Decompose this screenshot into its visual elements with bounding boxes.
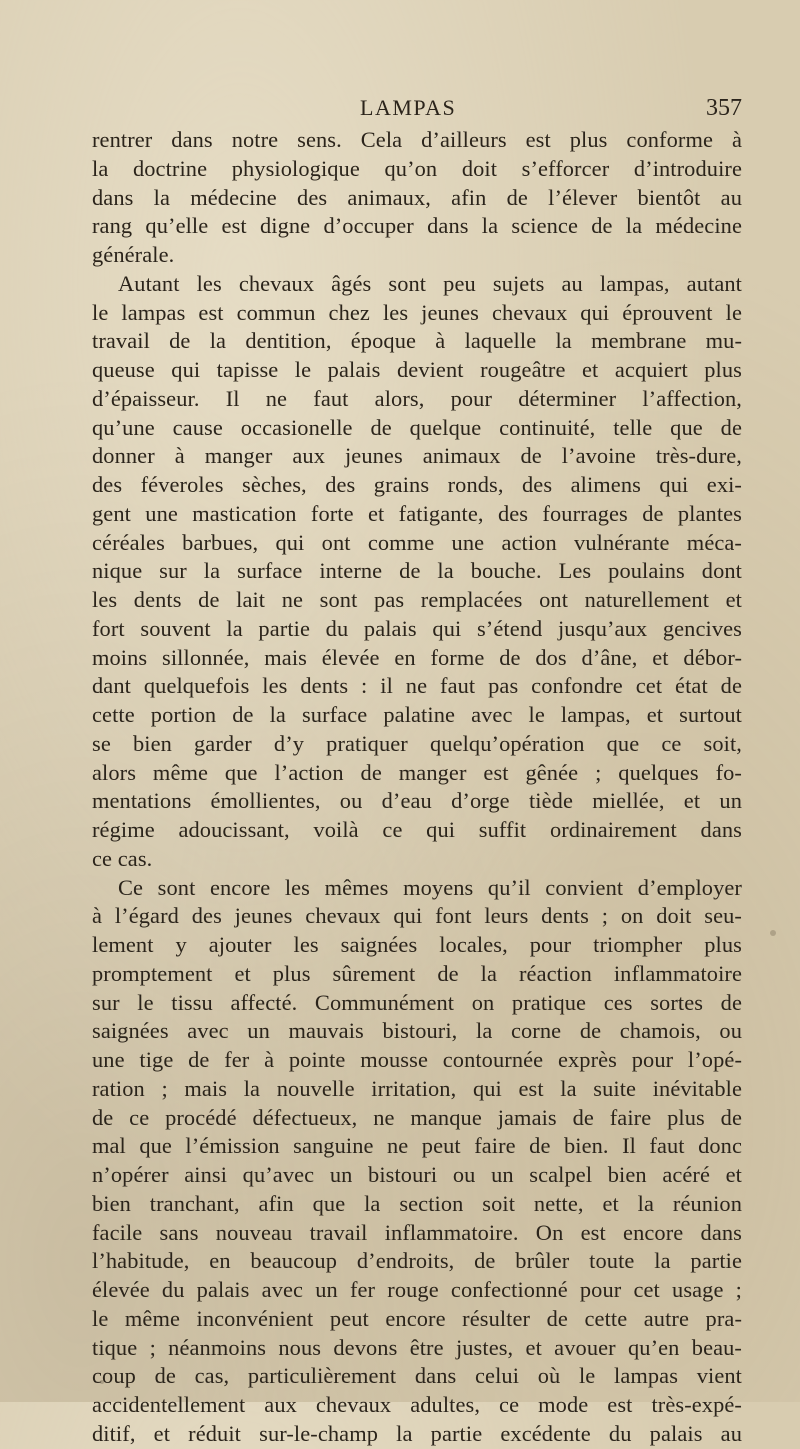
text-line: élevée du palais avec un fer rouge confectionné pour cet usage ;: [92, 1277, 742, 1302]
text-line: dans la médecine des animaux, afin de l’élever bientôt au: [92, 184, 742, 210]
text-line: ration ; mais la nouvelle irritation, qui est la suite inévitable: [92, 1075, 742, 1101]
text-line: donner à manger aux jeunes animaux de l’avoine très-dure,: [92, 443, 742, 469]
text-line: générale.: [92, 242, 175, 267]
text-line: à l’égard des jeunes chevaux qui font leurs dents ; on doit seu-: [92, 903, 742, 929]
text-line: régime adoucissant, voilà ce qui suffit ordinairement dans: [92, 817, 742, 842]
text-line: une tige de fer à pointe mousse contournée exprès pour l’opé-: [92, 1047, 742, 1072]
text-line: alors même que l’action de manger est gênée ; quelques fo-: [92, 759, 742, 785]
text-line: coup de cas, particulièrement dans celui où le lampas vient: [92, 1363, 742, 1389]
text-line: ce cas.: [92, 845, 153, 871]
text-line: moins sillonnée, mais élevée en forme de dos d’âne, et débor-: [92, 644, 742, 670]
text-line: rentrer dans notre sens. Cela d’ailleurs est plus conforme à: [92, 127, 742, 152]
text-line: facile sans nouveau travail inflammatoire. On est encore dans: [92, 1219, 742, 1245]
text-line: la doctrine physiologique qu’on doit s’efforcer d’introduire: [92, 155, 742, 181]
text-line: rang qu’elle est digne d’occuper dans la science de la médecine: [92, 213, 742, 239]
text-line: Autant les chevaux âgés sont peu sujets au lampas, autant: [118, 270, 742, 296]
text-line: tique ; néanmoins nous devons être justes, et avouer qu’en beau-: [92, 1334, 742, 1360]
paragraph-2: [92, 270, 742, 874]
text-line: l’habitude, en beaucoup d’endroits, de brûler toute la partie: [92, 1248, 742, 1274]
text-line: mal que l’émission sanguine ne peut faire de bien. Il faut donc: [92, 1133, 742, 1159]
text-line: mentations émollientes, ou d’eau d’orge tiède miellée, et un: [92, 788, 742, 814]
text-line: les dents de lait ne sont pas remplacées ont naturellement et: [92, 587, 742, 612]
text-line: de ce procédé défectueux, ne manque jamais de faire plus de: [92, 1104, 742, 1130]
text-line: promptement et plus sûrement de la réaction inflammatoire: [92, 960, 742, 986]
text-line: gent une mastication forte et fatigante, des fourrages de plantes: [92, 500, 742, 526]
text-line: fort souvent la partie du palais qui s’étend jusqu’aux gencives: [92, 615, 742, 641]
text-line: se bien garder d’y pratiquer quelqu’opération que ce soit,: [92, 730, 742, 756]
page-number: 357: [706, 95, 742, 121]
text-line: d’épaisseur. Il ne faut alors, pour déterminer l’affection,: [92, 385, 742, 411]
text-line: Ce sont encore les mêmes moyens qu’il convient d’employer: [118, 874, 742, 900]
text-line: le lampas est commun chez les jeunes chevaux qui éprouvent le: [92, 299, 742, 325]
text-line: n’opérer ainsi qu’avec un bistouri ou un scalpel bien acéré et: [92, 1162, 742, 1187]
paper-spot: [770, 930, 776, 936]
text-line: dant quelquefois les dents : il ne faut pas confondre cet état de: [92, 673, 742, 699]
page-header: [92, 95, 742, 125]
paragraph-1: [92, 126, 742, 270]
text-line: bien tranchant, afin que la section soit nette, et la réunion: [92, 1190, 742, 1216]
text-line: cette portion de la surface palatine avec le lampas, et surtout: [92, 702, 742, 727]
text-line: lement y ajouter les saignées locales, pour triompher plus: [92, 932, 742, 957]
paragraph-3: [92, 874, 742, 1449]
text-line: le même inconvénient peut encore résulter de cette autre pra-: [92, 1305, 742, 1331]
paper-spot: [100, 1380, 104, 1384]
text-line: queuse qui tapisse le palais devient rougeâtre et acquiert plus: [92, 357, 742, 382]
text-line: des féveroles sèches, des grains ronds, des alimens qui exi-: [92, 472, 742, 497]
text-line: accidentellement aux chevaux adultes, ce mode est très-expé-: [92, 1392, 742, 1417]
text-line: nique sur la surface interne de la bouche. Les poulains dont: [92, 558, 742, 584]
text-line: qu’une cause occasionelle de quelque continuité, telle que de: [92, 414, 742, 440]
text-line: ditif, et réduit sur-le-champ la partie excédente du palais au: [92, 1420, 742, 1446]
text-line: sur le tissu affecté. Communément on pratique ces sortes de: [92, 989, 742, 1015]
running-head: LAMPAS: [360, 95, 457, 120]
body-text: [92, 126, 742, 1449]
text-line: travail de la dentition, époque à laquelle la membrane mu-: [92, 328, 742, 354]
text-line: saignées avec un mauvais bistouri, la corne de chamois, ou: [92, 1018, 742, 1044]
text-line: céréales barbues, qui ont comme une action vulnérante méca-: [92, 529, 742, 555]
